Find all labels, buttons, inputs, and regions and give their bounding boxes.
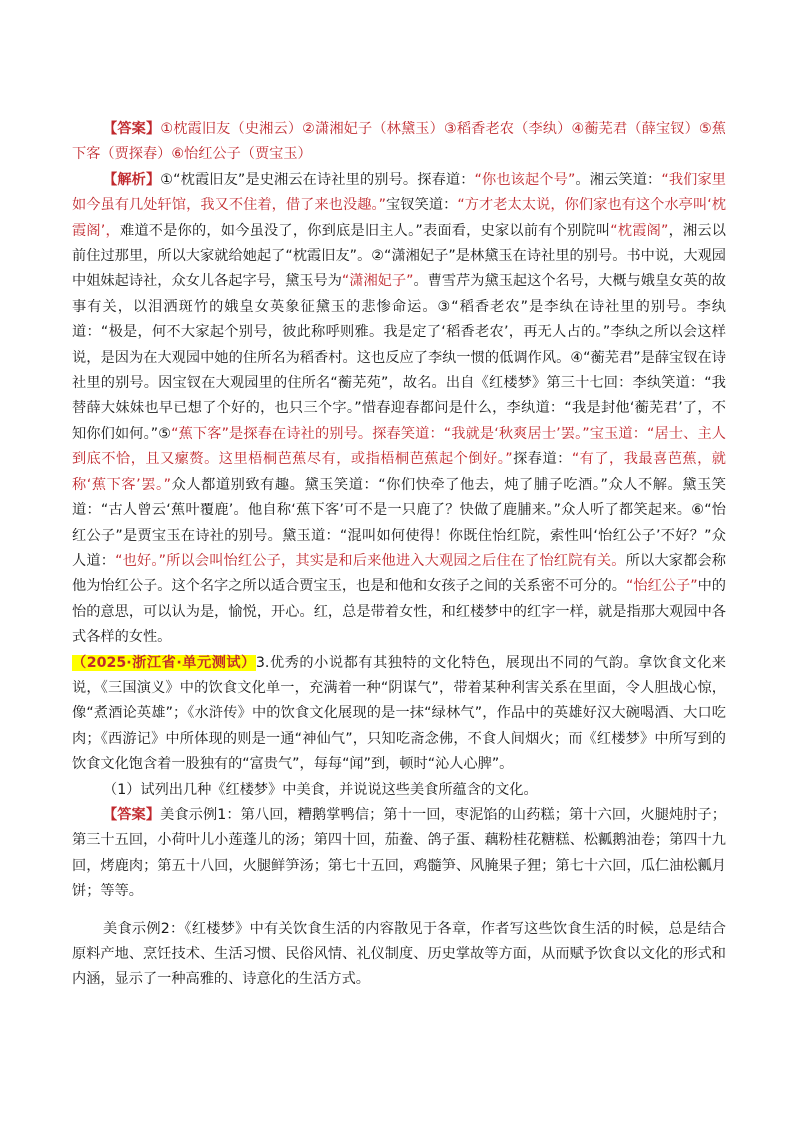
answer-text: ①枕霞旧友（史湘云）②潇湘妃子（林黛玉）③稻香老农（李纨）④蘅芜君（薛宝钗）⑤蕉下客（贾探春）⑥怡红公子（贾宝玉） xyxy=(72,121,726,163)
analysis-seg-4: “我们家里如今虽有几处轩馆，我又不住着，借了来也没趣。” xyxy=(72,171,726,214)
analysis-seg-7: 难道不是你的，如今虽没了，你到底是旧主人。”表面看，史家以前有个别院叫 xyxy=(119,222,611,239)
q3-subquestion-1: （1）试列出几种《红楼梦》中美食，并说说这些美食所蕴含的文化。 xyxy=(103,781,538,798)
analysis-seg-16: “也好。”所以会叫怡红公子，其实是和后来他进入大观园之后住在了怡红院有关。 xyxy=(115,552,626,569)
analysis-tag: 【解析】 xyxy=(103,171,161,188)
q2-analysis xyxy=(72,168,726,651)
analysis-seg-10: “潇湘妃子” xyxy=(341,273,414,290)
analysis-seg-8: “枕霞阁” xyxy=(610,222,669,239)
analysis-seg-2: “你也该起个号” xyxy=(474,171,576,188)
analysis-seg-12: “蕉下客”是探春在诗社的别号。探春笑道：“我就是‘秋爽居士’罢。”宝玉道：“居士、主人到底不恰，且又瘰赘。这里梧桐芭蕉尽有，或指梧桐芭蕉起个倒好。” xyxy=(72,425,726,468)
q2-answer xyxy=(72,117,726,168)
document-content xyxy=(72,117,726,993)
answer-tag: 【答案】 xyxy=(103,121,161,137)
analysis-seg-11: 。曹雪芹为黛玉起这个名号，大概与娥皇女英的故事有关，以泪洒斑竹的娥皇女英象征黛玉的悲惨命运。③“稻香老农”是李纨在诗社里的别号。李纨道：“极是，何不大家起个别号，彼此称呼则雅。我是定了‘稻香老农’，再无人占的。”李纨之所以会这样说，是因为在大观园中她的住所名为稻香村。这也反应了李纨一惯的低调作风。④“蘅芜君”是薛宝钗在诗社里的别号。因宝钗在大观园里的住所名“蘅芜苑”，故名。出自《红楼梦》第三十七回：李纨笑道：“我替薛大妹妹也早已想了个好的，也只三个字。”惜春迎春都问是什么，李纨道：“我是封他‘蘅芜君’了，不知你们如何。”⑤ xyxy=(72,273,726,442)
analysis-seg-5: 宝钗笑道： xyxy=(385,197,458,214)
analysis-seg-3: 。湘云笑道： xyxy=(575,171,662,188)
analysis-seg-6: “方才老太太说，你们家也有这个水亭叫‘枕霞阁’， xyxy=(72,197,726,239)
q3-stem xyxy=(72,651,726,778)
analysis-seg-17: 所以大家都会称他为怡红公子。这个名字之所以适合贾宝玉，也是和他和女孩子之间的关系密不可分的。 xyxy=(72,552,726,595)
q3-answer xyxy=(72,803,726,905)
q3-example-2: 美食示例2：《红楼梦》中有关饮食生活的内容散见于各章，作者写这些饮食生活的时候，总是结合原料产地、烹饪技术、生活习惯、民俗风情、礼仪制度、历史掌故等方面，从而赋予饮食以文化的形式和内涵，显示了一种高雅的、诗意化的生活方式。 xyxy=(72,920,726,988)
analysis-seg-9: ，湘云以前住过那里，所以大家就给她起了“枕霞旧友”。②“潇湘妃子”是林黛玉在诗社里的别号。书中说，大观园中姐妹起诗社，众女儿各起字号，黛玉号为 xyxy=(72,222,726,290)
analysis-seg-14: “有了，我最喜芭蕉，就称‘蕉下客’罢。” xyxy=(72,451,726,493)
analysis-seg-1: ①“枕霞旧友”是史湘云在诗社里的别号。探春道： xyxy=(160,171,475,188)
source-badge: （2025·浙江省·单元测试） xyxy=(72,654,256,671)
analysis-seg-13: 探春道： xyxy=(512,451,572,468)
q3-answer-tag: 【答案】 xyxy=(103,806,161,823)
q3-example-1: 美食示例1：第八回，糟鹅掌鸭信；第十一回，枣泥馅的山药糕；第十六回，火腿炖肘子；第三十五回，小荷叶儿小莲蓬儿的汤；第四十回，茄鲞、鸽子蛋、藕粉桂花糖糕、松瓤鹅油卷；第四十九回，烤鹿肉；第五十八回，火腿鲜笋汤；第七十五回，鸡髓笋、风腌果子狸；第七十六回，瓜仁油松瓤月饼；等等。 xyxy=(72,806,726,900)
analysis-seg-18: “怡红公子” xyxy=(626,578,698,595)
analysis-seg-19: 中的怡的意思，可以认为是，愉悦，开心。红，总是带着女性，和红楼梦中的红字一样，就是指那大观园中各式各样的女性。 xyxy=(72,578,726,646)
analysis-seg-15: 众人都道别致有趣。黛玉笑道：“你们快牵了他去，炖了脯子吃酒。”众人不解。黛玉笑道：“古人曾云‘蕉叶覆鹿’。他自称‘蕉下客’可不是一只鹿了？快做了鹿脯来。”众人听了都笑起来。⑥“怡红公子”是贾宝玉在诗社的别号。黛玉道：“混叫如何使得！你既住怡红院，索性叫‘怡红公子’不好？”众人道： xyxy=(72,476,726,569)
q3-stem-text: 3.优秀的小说都有其独特的文化特色，展现出不同的气韵。拿饮食文化来说，《三国演义》中的饮食文化单一，充满着一种“阴谋气”，带着某种利害关系在里面，令人胆战心惊，像“煮酒论英雄”；《水浒传》中的饮食文化展现的是一抹“绿林气”，作品中的英雄好汉大碗喝酒、大口吃肉；《西游记》中所体现的则是一通“神仙气”，只知吃斋念佛，不食人间烟火；而《红楼梦》中所写到的饮食文化饱含着一股独有的“富贵气”，每每“闻”到，顿时“沁人心脾”。 xyxy=(72,654,726,773)
